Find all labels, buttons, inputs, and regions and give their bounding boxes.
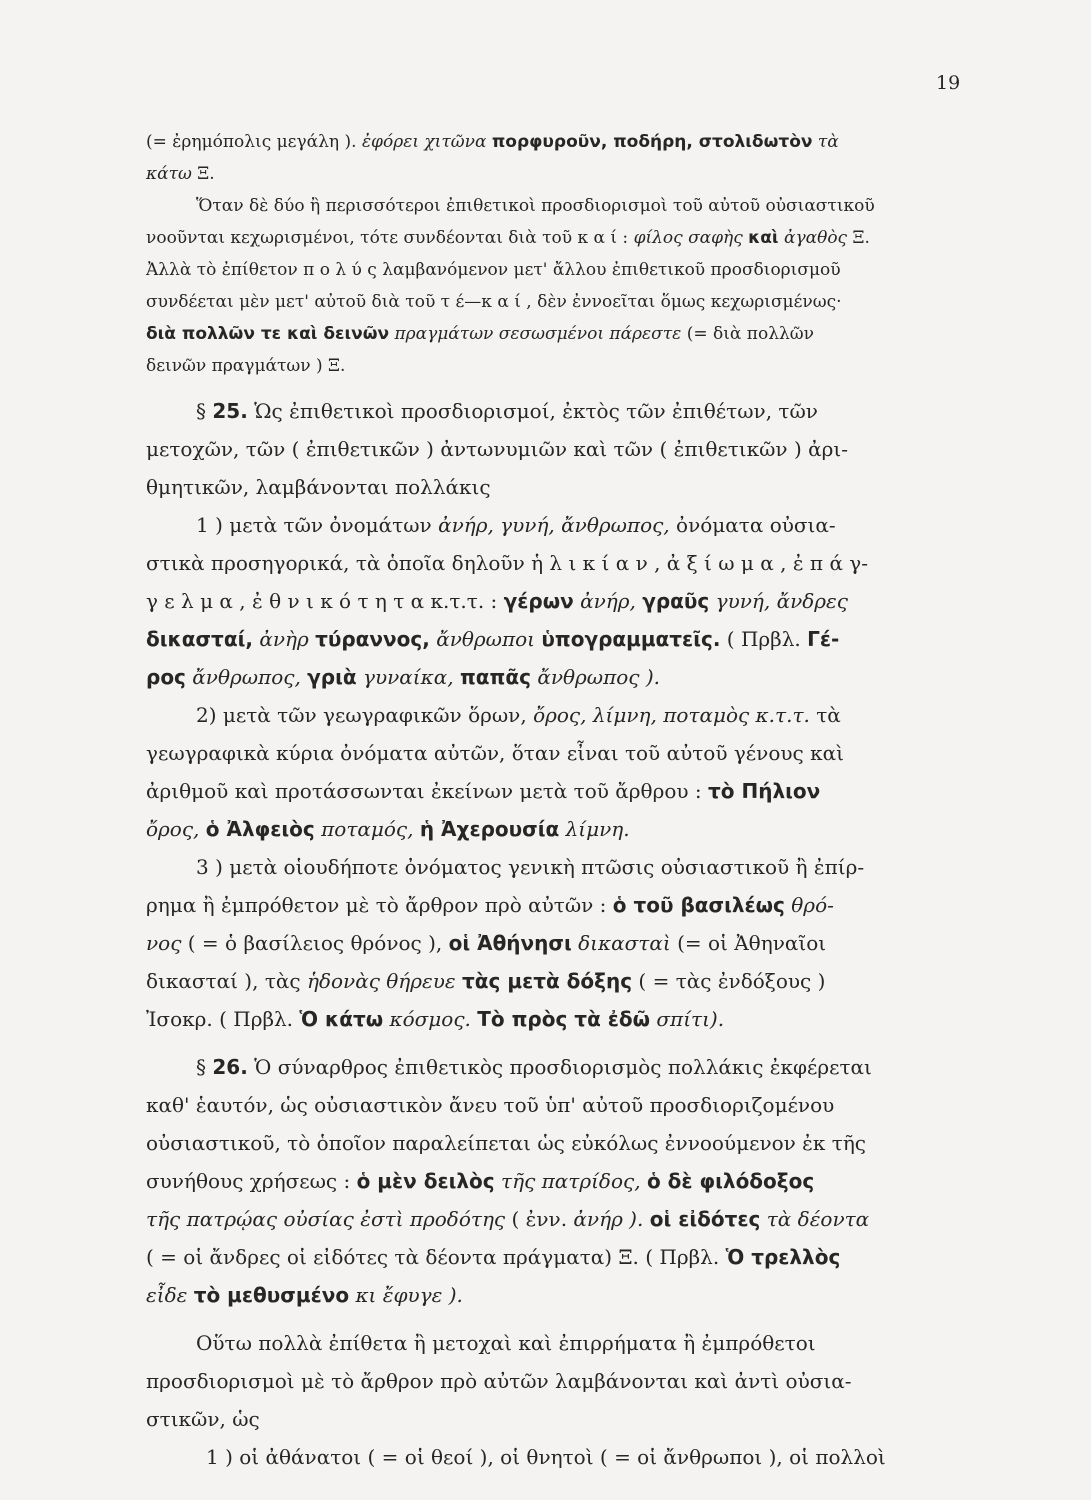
text-line: ρημα ἢ ἐμπρόθετον μὲ τὸ ἄρθρον πρὸ αὐτῶν : ὁ τοῦ βασιλέως θρό- [146,893,834,917]
text-line: στικῶν, ὡς [146,1407,260,1431]
text-line: θμητικῶν, λαμβάνονται πολλάκις [146,475,491,499]
list-item-line: 1 ) μετὰ τῶν ὀνομάτων ἀνήρ, γυνή, ἄνθρωπος, ὀνόματα οὐσια- [196,513,836,537]
text-line: Ὅταν δὲ δύο ἢ περισσότεροι ἐπιθετικοὶ προσδιορισμοὶ τοῦ αὐτοῦ οὐσιαστικοῦ [196,196,875,216]
text-line: δικασταί, ἀνὴρ τύραννος, ἄνθρωποι ὑπογραμματεῖς. ( Πρβλ. Γέ- [146,627,840,651]
text-line: κάτω Ξ. [146,164,215,184]
text-line: ὄρος, ὁ Ἀλφειὸς ποταμός, ἡ Ἀχερουσία λίμνη. [146,817,630,841]
text-line: Ἰσοκρ. ( Πρβλ. Ὁ κάτω κόσμος. Τὸ πρὸς τὰ ἐδῶ σπίτι). [146,1007,725,1031]
list-item-line: 2) μετὰ τῶν γεωγραφικῶν ὅρων, ὄρος, λίμνη, ποταμὸς κ.τ.τ. τὰ [196,703,841,727]
text-line: γ ε λ μ α , ἐ θ ν ι κ ό τ η τ α κ.τ.τ. : γέρων ἀνήρ, γραῦς γυνή, ἄνδρες [146,589,848,613]
text-line: διὰ πολλῶν τε καὶ δεινῶν πραγμάτων σεσωσμένοι πάρεστε (= διὰ πολλῶν [146,324,814,344]
text-line: συνήθους χρήσεως : ὁ μὲν δειλὸς τῆς πατρίδος, ὁ δὲ φιλόδοξος [146,1169,815,1193]
text-line: στικὰ προσηγορικά, τὰ ὁποῖα δηλοῦν ἡ λ ι κ ί α ν , ἀ ξ ί ω μ α , ἐ π ά γ- [146,551,869,575]
page-number: 19 [936,72,961,94]
list-item-line: 3 ) μετὰ οἱουδήποτε ὀνόματος γενικὴ πτῶσις οὐσιαστικοῦ ἢ ἐπίρ- [196,855,865,879]
text-line: Οὕτω πολλὰ ἐπίθετα ἢ μετοχαὶ καὶ ἐπιρρήματα ἢ ἐμπρόθετοι [196,1331,816,1355]
text-line: ( = οἱ ἄνδρες οἱ εἰδότες τὰ δέοντα πράγματα) Ξ. ( Πρβλ. Ὁ τρελλὸς [146,1245,841,1269]
text-line: ρος ἄνθρωπος, γριὰ γυναίκα, παπᾶς ἄνθρωπος ). [146,665,660,689]
list-item-line: 1 ) οἱ ἀθάνατοι ( = οἱ θεοί ), οἱ θνητοὶ ( = οἱ ἄνθρωποι ), οἱ πολλοὶ [206,1445,886,1469]
section-heading-line: § 26. Ὁ σύναρθρος ἐπιθετικὸς προσδιορισμὸς πολλάκις ἐκφέρεται [196,1055,872,1079]
text-line: οὐσιαστικοῦ, τὸ ὁποῖον παραλείπεται ὡς εὐκόλως ἐννοούμενον ἐκ τῆς [146,1131,866,1155]
text-line: ἀριθμοῦ καὶ προτάσσωνται ἐκείνων μετὰ τοῦ ἄρθρου : τὸ Πήλιον [146,779,821,803]
text-line: νος ( = ὁ βασίλειος θρόνος ), οἱ Ἀθήνησι δικασταὶ (= οἱ Ἀθηναῖοι [146,931,827,955]
text-line: συνδέεται μὲν μετ' αὐτοῦ διὰ τοῦ τ έ—κ α ί , δὲν ἐννοεῖται ὅμως κεχωρισμένως· [146,292,842,312]
text-line: προσδιορισμοὶ μὲ τὸ ἄρθρον πρὸ αὐτῶν λαμβάνονται καὶ ἀντὶ οὐσια- [146,1369,852,1393]
text-line: γεωγραφικὰ κύρια ὀνόματα αὐτῶν, ὅταν εἶναι τοῦ αὐτοῦ γένους καὶ [146,741,844,765]
text-line: (= ἐρημόπολις μεγάλη ). ἐφόρει χιτῶνα πορφυροῦν, ποδήρη, στολιδωτὸν τὰ [146,132,839,152]
text-line: Ἀλλὰ τὸ ἐπίθετον π ο λ ύ ς λαμβανόμενον μετ' ἄλλου ἐπιθετικοῦ προσδιορισμοῦ [146,260,841,280]
text-line: καθ' ἑαυτόν, ὡς οὐσιαστικὸν ἄνευ τοῦ ὑπ' αὐτοῦ προσδιοριζομένου [146,1093,835,1117]
section-heading-line: § 25. Ὡς ἐπιθετικοὶ προσδιορισμοί, ἐκτὸς τῶν ἐπιθέτων, τῶν [196,399,818,423]
body-text [146,126,972,1476]
text-line: δεινῶν πραγμάτων ) Ξ. [146,356,346,376]
text-line: τῆς πατρῴας οὐσίας ἐστὶ προδότης ( ἐνν. ἀνήρ ). οἱ εἰδότες τὰ δέοντα [146,1207,870,1231]
text-line: νοοῦνται κεχωρισμένοι, τότε συνδέονται διὰ τοῦ κ α ί : φίλος σαφὴς καὶ ἀγαθὸς Ξ. [146,228,870,248]
text-line: δικασταί ), τὰς ἡδονὰς θήρευε τὰς μετὰ δόξης ( = τὰς ἐνδόξους ) [146,969,826,993]
text-line: εἶδε τὸ μεθυσμένο κι ἔφυγε ). [146,1283,463,1307]
text-line: μετοχῶν, τῶν ( ἐπιθετικῶν ) ἀντωνυμιῶν καὶ τῶν ( ἐπιθετικῶν ) ἀρι- [146,437,848,461]
